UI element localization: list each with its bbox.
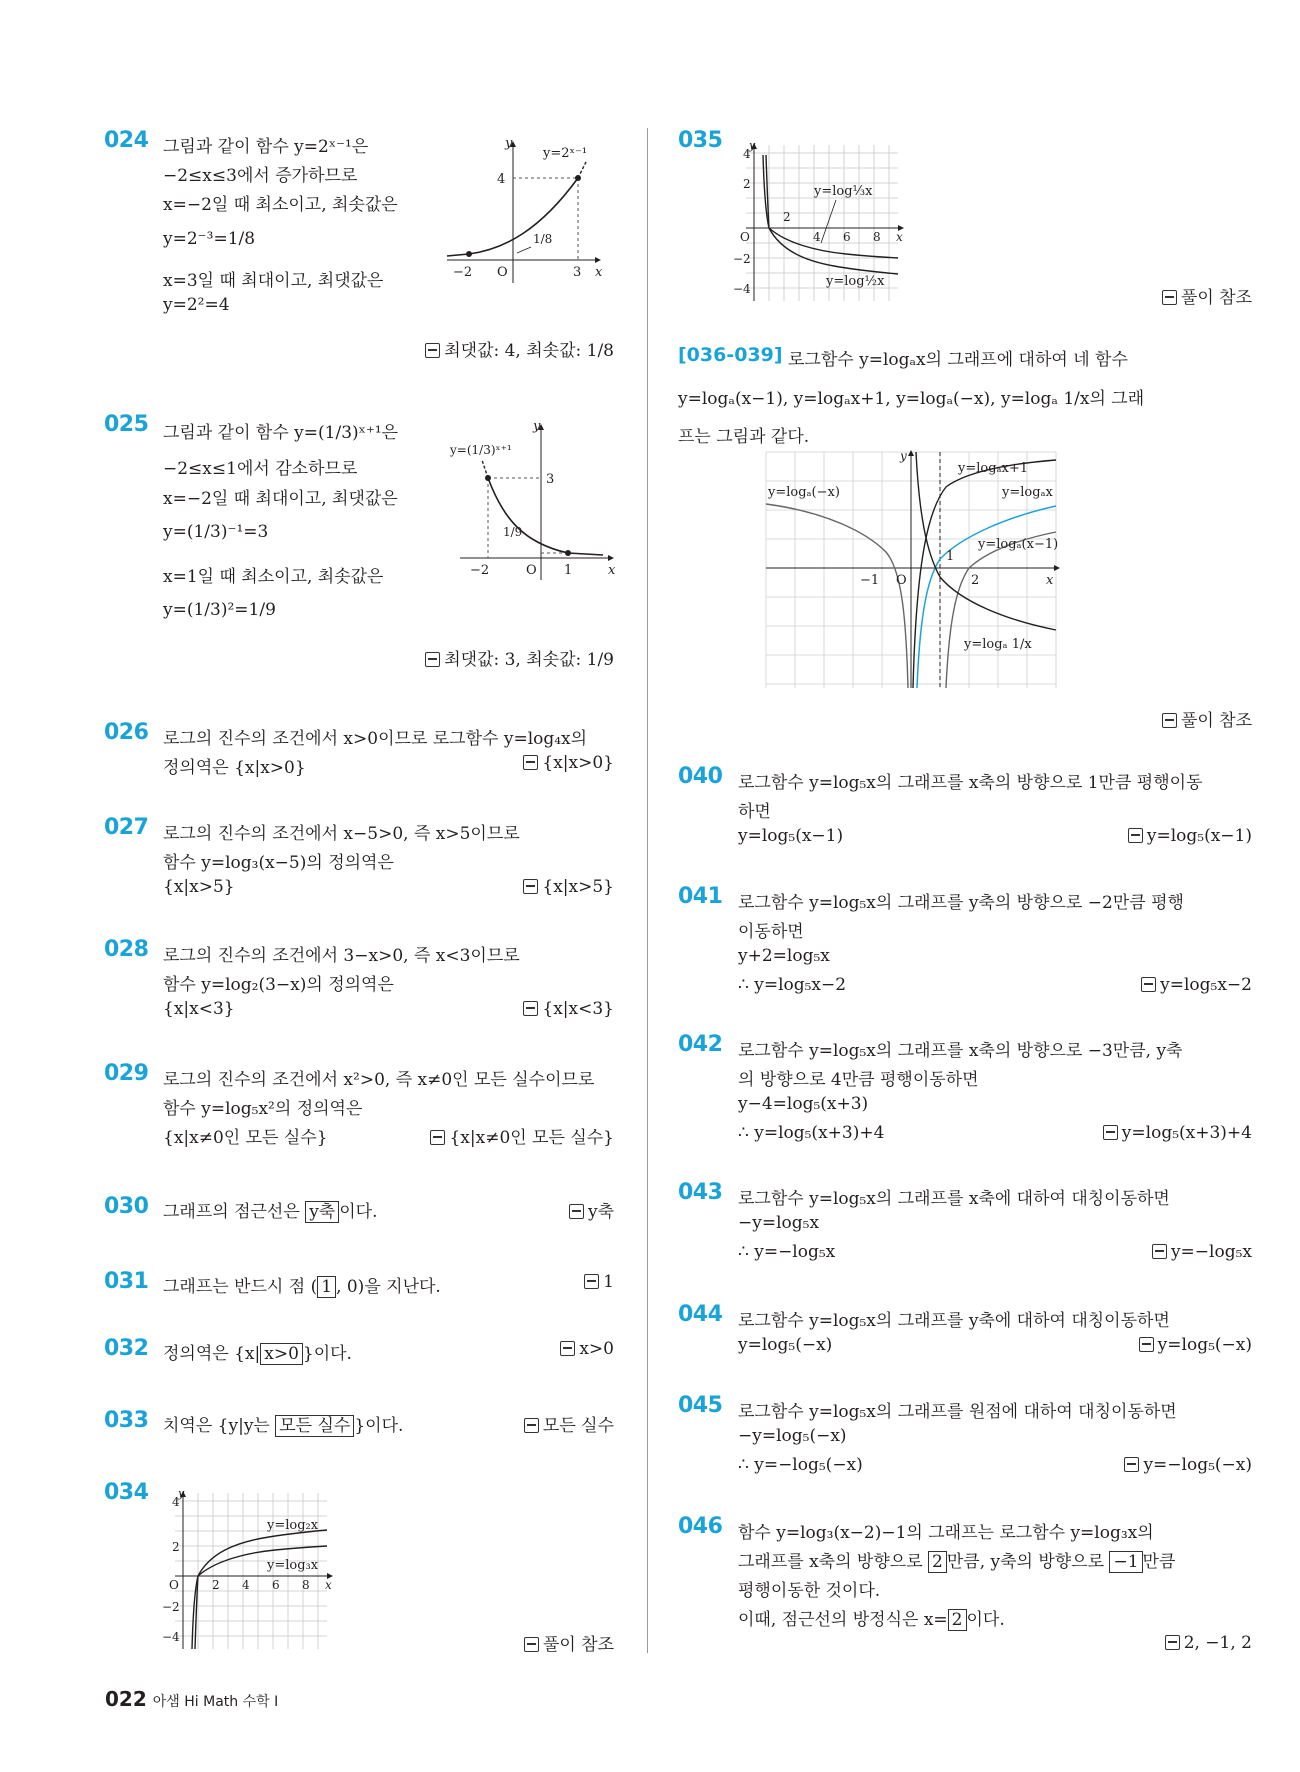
answer-icon bbox=[1124, 1457, 1139, 1472]
problem-number: 034 bbox=[104, 1480, 149, 1505]
answer: 모든 실수 bbox=[524, 1411, 614, 1436]
answer: y=log₅(−x) bbox=[1139, 1335, 1252, 1355]
answer: y축 bbox=[569, 1197, 614, 1222]
fill-blank-box: −1 bbox=[1109, 1551, 1142, 1573]
answer-icon bbox=[1103, 1125, 1118, 1140]
x-axis-label: x bbox=[595, 265, 603, 280]
answer: 최댓값: 3, 최솟값: 1/9 bbox=[425, 645, 614, 670]
solution-line: y=2⁻³=1/8 bbox=[163, 229, 256, 249]
solution-line: x=3일 때 최대이고, 최댓값은 bbox=[163, 271, 384, 291]
problem-number: 045 bbox=[678, 1393, 723, 1418]
solution-line: ∴ y=log₅x−2 bbox=[738, 975, 847, 995]
tick-label: 4 bbox=[172, 1495, 180, 1509]
answer: y=log₅x−2 bbox=[1141, 975, 1252, 995]
tick-label: 8 bbox=[873, 230, 881, 244]
problem-number: 028 bbox=[104, 937, 149, 962]
answer: 1 bbox=[584, 1272, 614, 1292]
answer-icon bbox=[1141, 977, 1156, 992]
solution-line: −y=log₅(−x) bbox=[738, 1426, 847, 1446]
curve-label: y=2ˣ⁻¹ bbox=[543, 146, 588, 161]
answer: y=−log₅(−x) bbox=[1124, 1455, 1252, 1475]
solution-line: −y=log₅x bbox=[738, 1213, 820, 1233]
solution-line: {x|x<3} bbox=[163, 999, 235, 1019]
solution-line: 그림과 같이 함수 y=2ˣ⁻¹은 bbox=[163, 137, 369, 157]
x-axis-label: x bbox=[325, 1578, 332, 1592]
log-graph-035 bbox=[733, 139, 906, 305]
fill-blank-box: 2 bbox=[948, 1609, 967, 1631]
solution-line: 이때, 점근선의 방정식은 x= 2 이다. bbox=[738, 1610, 1005, 1630]
answer-icon bbox=[425, 343, 440, 358]
problem-number: 043 bbox=[678, 1180, 723, 1205]
x-axis-label: x bbox=[896, 230, 903, 244]
solution-line: ∴ y=log₅(x+3)+4 bbox=[738, 1123, 885, 1143]
curve-label: y=log₂x bbox=[267, 1518, 319, 1533]
solution-line: 로그함수 y=log₅x의 그래프를 x축의 방향으로 −3만큼, y축 bbox=[738, 1041, 1183, 1061]
tick-label: −4 bbox=[162, 1630, 180, 1644]
tick-label: 2 bbox=[743, 177, 751, 191]
answer: 최댓값: 4, 최솟값: 1/8 bbox=[425, 336, 614, 361]
answer: {x|x>0} bbox=[523, 753, 614, 773]
tick-label: 2 bbox=[172, 1540, 180, 1554]
curve-label: y=logₐ(x−1) bbox=[978, 537, 1059, 552]
problem-number: 040 bbox=[678, 764, 723, 789]
tick-label: −1 bbox=[860, 573, 880, 588]
solution-line: 로그의 진수의 조건에서 x²>0, 즉 x≠0인 모든 실수이므로 bbox=[163, 1070, 595, 1090]
fill-blank-box: x>0 bbox=[260, 1343, 303, 1365]
page-footer bbox=[105, 1687, 278, 1711]
solution-line: 함수 y=log₅x²의 정의역은 bbox=[163, 1099, 363, 1119]
tick-label: 2 bbox=[783, 210, 791, 224]
problem-range: [036-039] bbox=[678, 344, 783, 366]
y-axis-label: y bbox=[178, 1487, 185, 1500]
problem-number: 041 bbox=[678, 884, 723, 909]
answer-icon bbox=[1128, 828, 1143, 843]
answer-icon bbox=[584, 1274, 599, 1289]
problem-number: 029 bbox=[104, 1061, 149, 1086]
solution-line: 평행이동한 것이다. bbox=[738, 1581, 881, 1601]
answer: y=log₅(x−1) bbox=[1128, 826, 1252, 846]
answer-icon bbox=[524, 1637, 539, 1652]
tick-label: O bbox=[896, 573, 907, 588]
fill-blank-box: 2 bbox=[928, 1551, 947, 1573]
solution-line: y=logₐ(x−1), y=logₐx+1, y=logₐ(−x), y=logₐ 1/x의 그래 bbox=[678, 389, 1145, 409]
curve-label: y=logₐ(−x) bbox=[768, 485, 840, 500]
problem-number: 035 bbox=[678, 128, 723, 153]
solution-line: x=1일 때 최소이고, 최솟값은 bbox=[163, 567, 384, 587]
tick-label: 1/8 bbox=[533, 232, 553, 246]
solution-line: −2≤x≤1에서 감소하므로 bbox=[163, 459, 358, 479]
problem-number: 033 bbox=[104, 1408, 149, 1433]
solution-line: −2≤x≤3에서 증가하므로 bbox=[163, 166, 358, 186]
tick-label: 1 bbox=[564, 563, 573, 578]
y-axis-label: y bbox=[505, 136, 513, 151]
problem-number: 026 bbox=[104, 720, 149, 745]
x-axis-label: x bbox=[608, 563, 616, 578]
problem-number: 044 bbox=[678, 1302, 723, 1327]
solution-line: 함수 y=log₃(x−5)의 정의역은 bbox=[163, 853, 394, 873]
solution-line: {x|x>5} bbox=[163, 877, 235, 897]
curve-label: y=log½x bbox=[826, 274, 885, 289]
tick-label: 3 bbox=[546, 472, 555, 487]
solution-line: 함수 y=log₃(x−2)−1의 그래프는 로그함수 y=log₃x의 bbox=[738, 1523, 1154, 1543]
answer: 풀이 참조 bbox=[524, 1630, 614, 1655]
solution-line: y=log₅(−x) bbox=[738, 1335, 833, 1355]
tick-label: −2 bbox=[733, 252, 751, 266]
tick-label: 2 bbox=[212, 1578, 220, 1592]
solution-line: 로그함수 y=logₐx의 그래프에 대하여 네 함수 bbox=[788, 350, 1128, 370]
solution-line: 로그의 진수의 조건에서 3−x>0, 즉 x<3이므로 bbox=[163, 946, 520, 966]
exponential-graph-025 bbox=[450, 418, 618, 583]
solution-line: 로그의 진수의 조건에서 x>0이므로 로그함수 y=log₄x의 bbox=[163, 729, 588, 749]
fill-blank-box: y축 bbox=[305, 1201, 339, 1223]
answer-icon bbox=[1162, 713, 1177, 728]
answer-icon bbox=[1139, 1337, 1154, 1352]
answer-icon bbox=[1152, 1244, 1167, 1259]
solution-line: 이동하면 bbox=[738, 922, 804, 942]
solution-line: 정의역은 {x| x>0 }이다. bbox=[163, 1344, 352, 1364]
answer-icon bbox=[523, 1001, 538, 1016]
problem-number: 024 bbox=[104, 128, 149, 153]
problem-number: 032 bbox=[104, 1336, 149, 1361]
solution-line: 치역은 {y|y는 모든 실수 }이다. bbox=[163, 1416, 404, 1436]
answer-icon bbox=[569, 1204, 584, 1219]
exponential-graph-024 bbox=[445, 135, 605, 285]
tick-label: 4 bbox=[743, 147, 751, 161]
solution-line: 로그함수 y=log₅x의 그래프를 x축에 대하여 대칭이동하면 bbox=[738, 1189, 1170, 1209]
column-divider bbox=[647, 128, 648, 1653]
problem-number: 027 bbox=[104, 815, 149, 840]
problem-number: 030 bbox=[104, 1194, 149, 1219]
log-graph-034 bbox=[162, 1487, 335, 1653]
curve-label: y=logₐ 1/x bbox=[964, 637, 1032, 652]
solution-line: y=2²=4 bbox=[163, 295, 230, 315]
solution-line: ∴ y=−log₅x bbox=[738, 1242, 836, 1262]
solution-line: 로그함수 y=log₅x의 그래프를 원점에 대하여 대칭이동하면 bbox=[738, 1402, 1177, 1422]
y-axis-label: y bbox=[533, 419, 541, 434]
fill-blank-box: 1 bbox=[317, 1276, 336, 1298]
solution-line: {x|x≠0인 모든 실수} bbox=[163, 1128, 328, 1148]
page-number: 022 bbox=[105, 1687, 147, 1711]
solution-line: 의 방향으로 4만큼 평행이동하면 bbox=[738, 1070, 979, 1090]
tick-label: 8 bbox=[302, 1578, 310, 1592]
tick-label: −4 bbox=[733, 282, 751, 296]
solution-line: y=(1/3)²=1/9 bbox=[163, 600, 276, 620]
curve-label: y=log⅓x bbox=[814, 184, 873, 199]
answer-icon bbox=[523, 755, 538, 770]
answer: 풀이 참조 bbox=[1162, 706, 1252, 731]
answer-icon bbox=[524, 1418, 539, 1433]
answer-icon bbox=[1162, 290, 1177, 305]
problem-number: 046 bbox=[678, 1514, 723, 1539]
tick-label: 2 bbox=[971, 573, 980, 588]
tick-label: O bbox=[526, 563, 537, 578]
y-axis-label: y bbox=[749, 139, 756, 152]
solution-line: y+2=log₅x bbox=[738, 946, 830, 966]
answer: 풀이 참조 bbox=[1162, 283, 1252, 308]
tick-label: O bbox=[497, 265, 508, 280]
solution-line: x=−2일 때 최대이고, 최댓값은 bbox=[163, 489, 398, 509]
answer-icon bbox=[560, 1341, 575, 1356]
log-graph-036 bbox=[766, 449, 1062, 692]
tick-label: 4 bbox=[242, 1578, 250, 1592]
solution-line: y−4=log₅(x+3) bbox=[738, 1094, 869, 1114]
solution-line: 함수 y=log₂(3−x)의 정의역은 bbox=[163, 975, 394, 995]
solution-line: 로그함수 y=log₅x의 그래프를 y축에 대하여 대칭이동하면 bbox=[738, 1311, 1170, 1331]
answer: x>0 bbox=[560, 1339, 614, 1359]
answer: 2, −1, 2 bbox=[1165, 1633, 1252, 1653]
tick-label: 1 bbox=[946, 549, 955, 564]
answer: y=log₅(x+3)+4 bbox=[1103, 1123, 1252, 1143]
solution-line: 정의역은 {x|x>0} bbox=[163, 758, 306, 778]
problem-number: 042 bbox=[678, 1032, 723, 1057]
solution-line: 그래프의 점근선은 y축 이다. bbox=[163, 1202, 378, 1222]
solution-line: 그래프는 반드시 점 ( 1 , 0)을 지난다. bbox=[163, 1277, 441, 1297]
tick-label: 3 bbox=[573, 265, 582, 280]
y-axis-label: y bbox=[900, 449, 907, 463]
curve-label: y=logₐx+1 bbox=[958, 461, 1029, 476]
solution-line: y=log₅(x−1) bbox=[738, 826, 844, 846]
fill-blank-box: 모든 실수 bbox=[275, 1415, 354, 1437]
answer: {x|x>5} bbox=[523, 877, 614, 897]
curve-label: y=log₃x bbox=[267, 1558, 319, 1573]
solution-line: x=−2일 때 최소이고, 최솟값은 bbox=[163, 195, 398, 215]
tick-label: O bbox=[740, 230, 750, 244]
tick-label: −2 bbox=[162, 1600, 180, 1614]
solution-line: 로그함수 y=log₅x의 그래프를 x축의 방향으로 1만큼 평행이동 bbox=[738, 773, 1203, 793]
answer-icon bbox=[425, 652, 440, 667]
solution-line: 그림과 같이 함수 y=(1/3)ˣ⁺¹은 bbox=[163, 423, 399, 443]
solution-line: ∴ y=−log₅(−x) bbox=[738, 1455, 863, 1475]
solution-line: y=(1/3)⁻¹=3 bbox=[163, 522, 269, 542]
curve-label: y=logₐx bbox=[1002, 485, 1053, 500]
problem-number: 031 bbox=[104, 1269, 149, 1294]
solution-line: 프는 그림과 같다. bbox=[678, 427, 810, 447]
solution-line: 로그함수 y=log₅x의 그래프를 y축의 방향으로 −2만큼 평행 bbox=[738, 893, 1184, 913]
answer: {x|x≠0인 모든 실수} bbox=[430, 1123, 614, 1148]
answer-icon bbox=[523, 879, 538, 894]
curve-label: y=(1/3)ˣ⁺¹ bbox=[450, 443, 512, 457]
answer: {x|x<3} bbox=[523, 999, 614, 1019]
answer: y=−log₅x bbox=[1152, 1242, 1252, 1262]
tick-label: −2 bbox=[453, 265, 473, 280]
x-axis-label: x bbox=[1046, 573, 1054, 588]
solution-line: 로그의 진수의 조건에서 x−5>0, 즉 x>5이므로 bbox=[163, 824, 520, 844]
tick-label: O bbox=[169, 1578, 179, 1592]
problem-number: 025 bbox=[104, 412, 149, 437]
tick-label: 4 bbox=[497, 172, 506, 187]
tick-label: 1/9 bbox=[503, 525, 523, 539]
book-title: 아샘 Hi Math 수학 I bbox=[152, 1694, 279, 1710]
tick-label: 6 bbox=[272, 1578, 280, 1592]
answer-icon bbox=[430, 1130, 445, 1145]
tick-label: −2 bbox=[470, 563, 490, 578]
solution-line: 그래프를 x축의 방향으로 2 만큼, y축의 방향으로 −1 만큼 bbox=[738, 1552, 1176, 1572]
answer-icon bbox=[1165, 1635, 1180, 1650]
tick-label: 6 bbox=[843, 230, 851, 244]
tick-label: 4 bbox=[813, 230, 821, 244]
solution-line: 하면 bbox=[738, 802, 771, 822]
